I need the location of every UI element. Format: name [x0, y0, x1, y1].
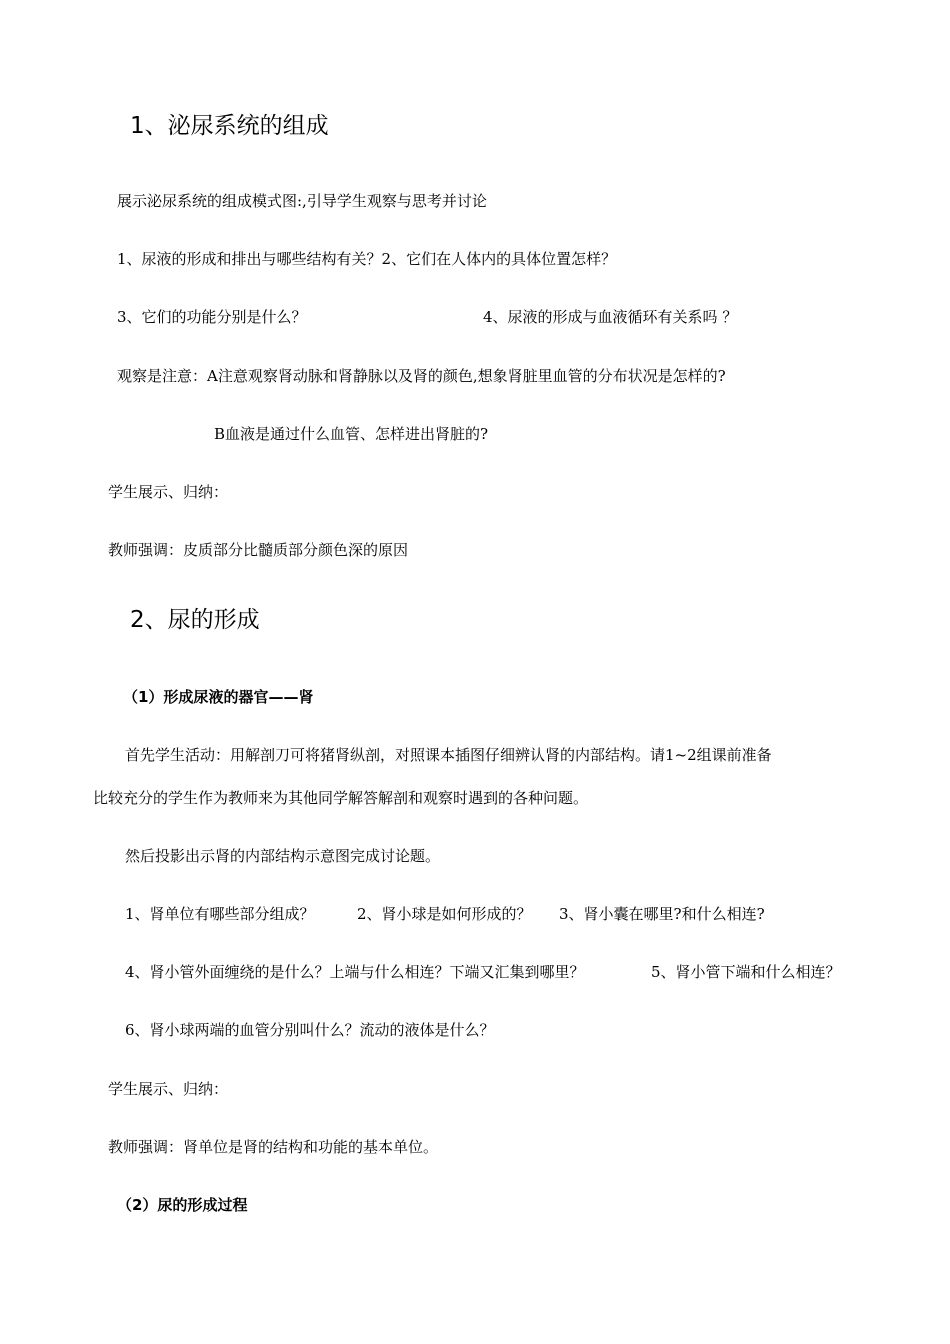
question: 5、肾小管下端和什么相连？	[651, 963, 841, 981]
question: 4、肾小管外面缠绕的是什么？上端与什么相连？下端又汇集到哪里？	[125, 963, 585, 981]
paragraph: 教师强调：皮质部分比髓质部分颜色深的原因	[108, 541, 409, 559]
question: 1、肾单位有哪些部分组成？	[125, 905, 315, 923]
question-line	[125, 962, 865, 982]
paragraph: B血液是通过什么血管、怎样进出肾脏的?	[214, 425, 489, 443]
question: 3、它们的功能分别是什么？	[117, 308, 307, 326]
section-heading: 2、尿的形成	[130, 607, 260, 633]
paragraph: 首先学生活动：用解剖刀可将猪肾纵剖，对照课本插图仔细辨认肾的内部结构。请1~2组课前准备	[125, 746, 772, 764]
question-line	[125, 904, 825, 924]
paragraph: 学生展示、归纳：	[108, 483, 229, 501]
paragraph: 比较充分的学生作为教师来为其他同学解答解剖和观察时遇到的各种问题。	[93, 789, 589, 807]
question-line: 1、尿液的形成和排出与哪些结构有关？2、它们在人体内的具体位置怎样？	[117, 250, 617, 268]
question: 4、尿液的形成与血液循环有关系吗 ？	[483, 308, 738, 326]
question: 3、肾小囊在哪里?和什么相连?	[559, 905, 765, 923]
paragraph: 观察是注意：A注意观察肾动脉和肾静脉以及肾的颜色,想象肾脏里血管的分布状况是怎样的?	[117, 367, 726, 385]
question-line	[117, 307, 817, 327]
question-line: 6、肾小球两端的血管分别叫什么？流动的液体是什么？	[125, 1021, 495, 1039]
sub-heading: （2）尿的形成过程	[117, 1196, 248, 1214]
section-heading: 1、泌尿系统的组成	[130, 113, 329, 139]
question: 2、肾小球是如何形成的？	[357, 905, 532, 923]
paragraph: 展示泌尿系统的组成模式图:,引导学生观察与思考并讨论	[117, 192, 487, 210]
sub-heading: （1）形成尿液的器官——肾	[123, 688, 314, 706]
paragraph: 教师强调：肾单位是肾的结构和功能的基本单位。	[108, 1138, 439, 1156]
paragraph: 学生展示、归纳：	[108, 1080, 229, 1098]
paragraph: 然后投影出示肾的内部结构示意图完成讨论题。	[125, 847, 441, 865]
